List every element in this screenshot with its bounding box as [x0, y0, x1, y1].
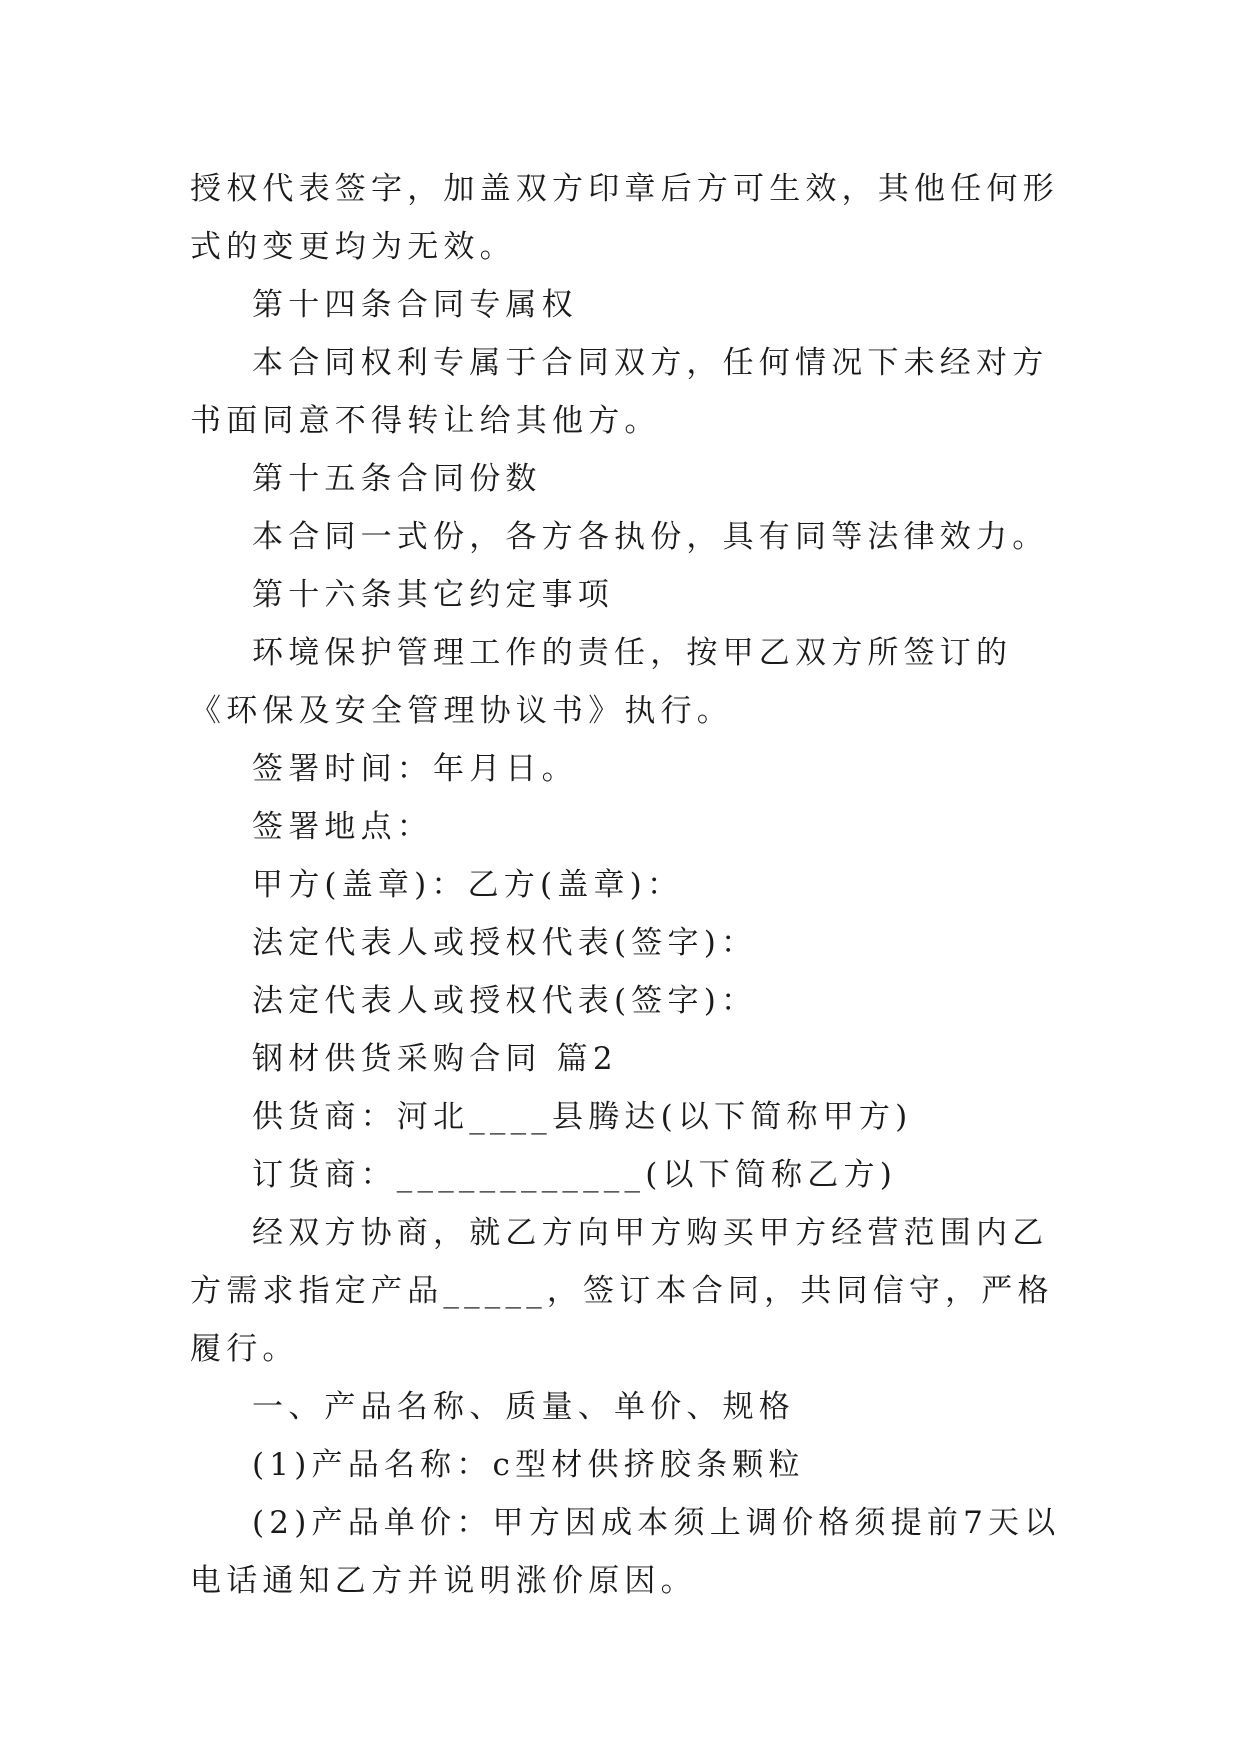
paragraph: 经双方协商，就乙方向甲方购买甲方经营范围内乙方需求指定产品_____，签订本合同，共同信守，严格履行。: [190, 1215, 1054, 1367]
document-body: [190, 160, 1070, 1610]
section-heading: 第十六条其它约定事项: [252, 577, 614, 613]
party-seals: 甲方(盖章)：乙方(盖章)：: [252, 867, 684, 903]
section-heading: 第十五条合同份数: [252, 461, 542, 497]
supplier-line: 供货商：河北____县腾达(以下简称甲方): [252, 1099, 913, 1135]
paragraph: 本合同一式份，各方各执份，具有同等法律效力。: [252, 519, 1049, 555]
paragraph: 本合同权利专属于合同双方，任何情况下未经对方书面同意不得转让给其他方。: [190, 345, 1049, 439]
representative-signature: 法定代表人或授权代表(签字)：: [252, 925, 758, 961]
contract-title: 钢材供货采购合同 篇2: [252, 1041, 618, 1077]
paragraph: 环境保护管理工作的责任，按甲乙双方所签订的《环保及安全管理协议书》执行。: [190, 635, 1013, 729]
signing-place: 签署地点：: [252, 809, 433, 845]
list-item: (1)产品名称：c型材供挤胶条颗粒: [252, 1447, 805, 1483]
section-heading: 一、产品名称、质量、单价、规格: [252, 1389, 795, 1425]
signing-time: 签署时间：年月日。: [252, 751, 578, 787]
representative-signature: 法定代表人或授权代表(签字)：: [252, 983, 758, 1019]
paragraph: 授权代表签字，加盖双方印章后方可生效，其他任何形式的变更均为无效。: [190, 171, 1059, 265]
buyer-line: 订货商：____________(以下简称乙方): [252, 1157, 897, 1193]
list-item: (2)产品单价：甲方因成本须上调价格须提前7天以电话通知乙方并说明涨价原因。: [190, 1505, 1061, 1599]
section-heading: 第十四条合同专属权: [252, 287, 578, 323]
